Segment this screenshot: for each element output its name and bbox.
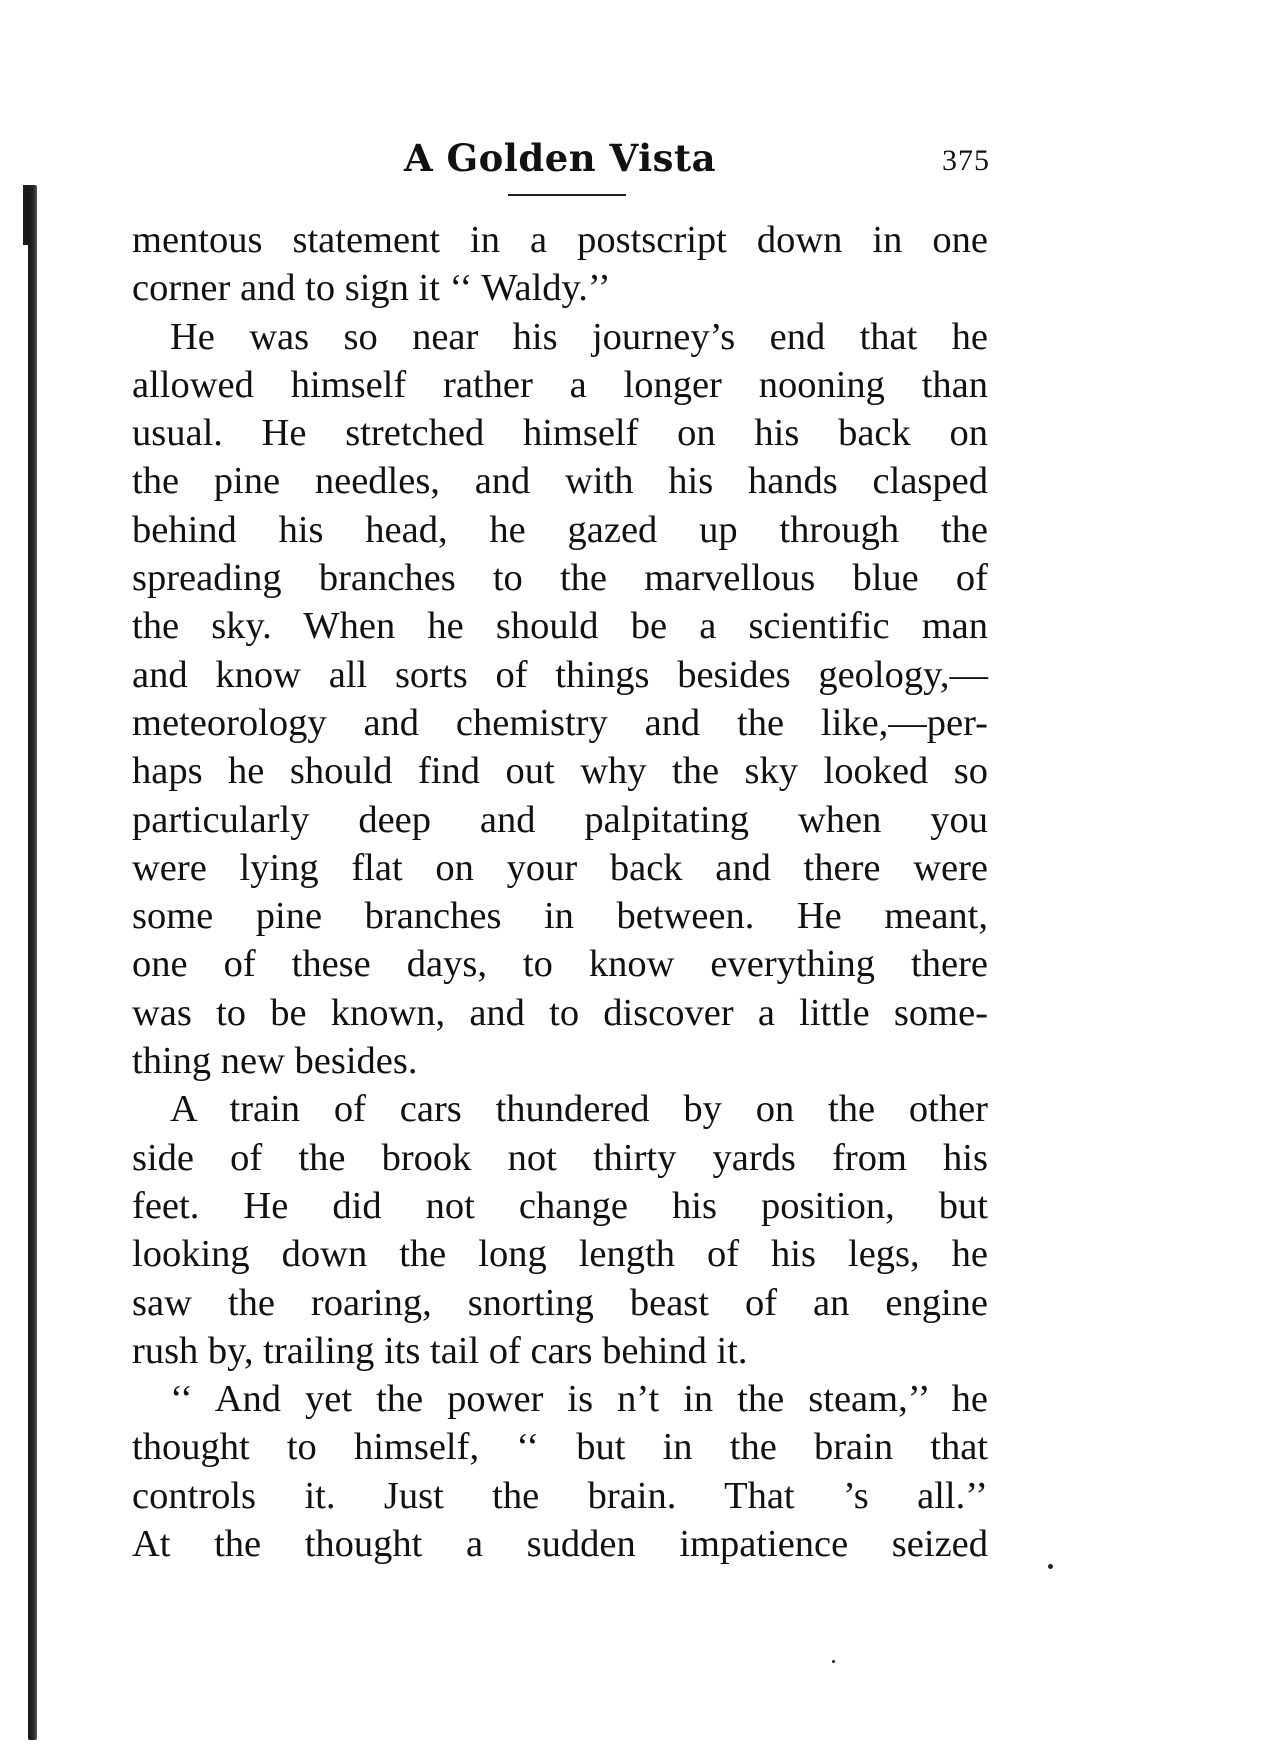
text-line: He was so near his journey’s end that he bbox=[170, 315, 988, 358]
text-line: particularly deep and palpitating when you bbox=[132, 798, 988, 841]
text-line: rush by, trailing its tail of cars behind it. bbox=[132, 1329, 748, 1372]
text-line: A train of cars thundered by on the other bbox=[170, 1088, 988, 1131]
text-line: one of these days, to know everything there bbox=[132, 943, 988, 986]
ink-speck bbox=[832, 1660, 835, 1663]
header-rule bbox=[508, 194, 626, 196]
page-number: 375 bbox=[942, 144, 990, 177]
text-line: and know all sorts of things besides geology,— bbox=[132, 653, 988, 696]
text-line: meteorology and chemistry and the like,—per- bbox=[132, 701, 988, 744]
text-line: allowed himself rather a longer nooning than bbox=[132, 363, 988, 406]
text-line: ‘‘ And yet the power is n’t in the steam,’’ he bbox=[170, 1378, 988, 1421]
body-text bbox=[132, 216, 988, 1568]
text-line: mentous statement in a postscript down in one bbox=[132, 219, 988, 261]
page-binding-edge bbox=[28, 185, 37, 1740]
text-line: looking down the long length of his legs, he bbox=[132, 1233, 988, 1276]
text-line: behind his head, he gazed up through the bbox=[132, 508, 988, 551]
running-head-title: A Golden Vista bbox=[403, 136, 717, 180]
text-line: saw the roaring, snorting beast of an engine bbox=[132, 1281, 988, 1324]
text-line: haps he should find out why the sky looked so bbox=[132, 750, 988, 793]
text-line: usual. He stretched himself on his back on bbox=[132, 412, 988, 455]
text-line: spreading branches to the marvellous blue of bbox=[132, 557, 988, 600]
text-line: corner and to sign it ‘‘ Waldy.’’ bbox=[132, 267, 611, 310]
text-line: side of the brook not thirty yards from his bbox=[132, 1136, 988, 1179]
text-line: the sky. When he should be a scientific man bbox=[132, 605, 988, 648]
running-head bbox=[130, 136, 990, 186]
ink-speck bbox=[1048, 1564, 1053, 1569]
text-line: were lying flat on your back and there were bbox=[132, 846, 988, 889]
text-line: thing new besides. bbox=[132, 1040, 418, 1083]
text-line: At the thought a sudden impatience seized bbox=[132, 1523, 988, 1566]
text-line: feet. He did not change his position, but bbox=[132, 1184, 988, 1227]
text-line: the pine needles, and with his hands clasped bbox=[132, 460, 988, 503]
text-line: was to be known, and to discover a little some- bbox=[132, 991, 988, 1034]
text-line: some pine branches in between. He meant, bbox=[132, 895, 988, 938]
text-line: thought to himself, ‘‘ but in the brain that bbox=[132, 1426, 988, 1469]
text-line: controls it. Just the brain. That ’s all.’’ bbox=[132, 1474, 988, 1517]
